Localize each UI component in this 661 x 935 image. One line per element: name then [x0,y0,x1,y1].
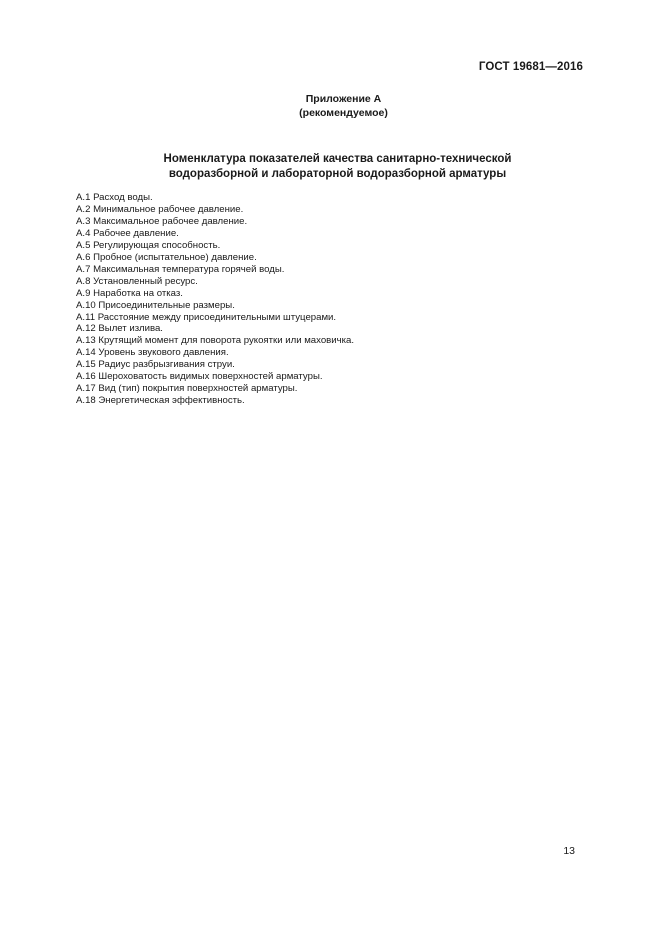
section-title-line-1: Номенклатура показателей качества санитарно-технической [163,153,512,165]
section-title-line-2: водоразборной и лабораторной водоразборной арматуры [168,168,507,180]
list-item: А.5 Регулирующая способность. [76,239,221,251]
list-item: А.11 Расстояние между присоединительными штуцерами. [76,311,337,323]
list-item: А.3 Максимальное рабочее давление. [76,215,248,227]
indicator-list [76,192,354,407]
list-item: А.6 Пробное (испытательное) давление. [76,251,257,263]
list-item: А.10 Присоединительные размеры. [76,299,235,311]
list-item: А.9 Наработка на отказ. [76,287,183,299]
page-number: 13 [563,845,575,857]
appendix-heading [0,92,661,120]
list-item: А.18 Энергетическая эффективность. [76,395,245,407]
list-item: А.14 Уровень звукового давления. [76,347,229,359]
list-item: А.1 Расход воды. [76,192,153,203]
document-code: ГОСТ 19681—2016 [478,61,583,73]
list-item: А.2 Минимальное рабочее давление. [76,203,244,215]
list-item: А.17 Вид (тип) покрытия поверхностей арматуры. [76,383,298,395]
appendix-status: (рекомендуемое) [299,107,388,119]
list-item: А.12 Вылет излива. [76,323,163,335]
list-item: А.15 Радиус разбрызгивания струи. [76,359,235,371]
list-item: А.13 Крутящий момент для поворота рукоятки или маховичка. [76,335,355,347]
list-item: А.4 Рабочее давление. [76,227,179,239]
list-item: А.8 Установленный ресурс. [76,275,198,287]
section-title [0,152,661,182]
list-item: А.16 Шероховатость видимых поверхностей арматуры. [76,371,323,383]
list-item: А.7 Максимальная температура горячей воды. [76,263,285,275]
appendix-label: Приложение А [305,93,382,105]
